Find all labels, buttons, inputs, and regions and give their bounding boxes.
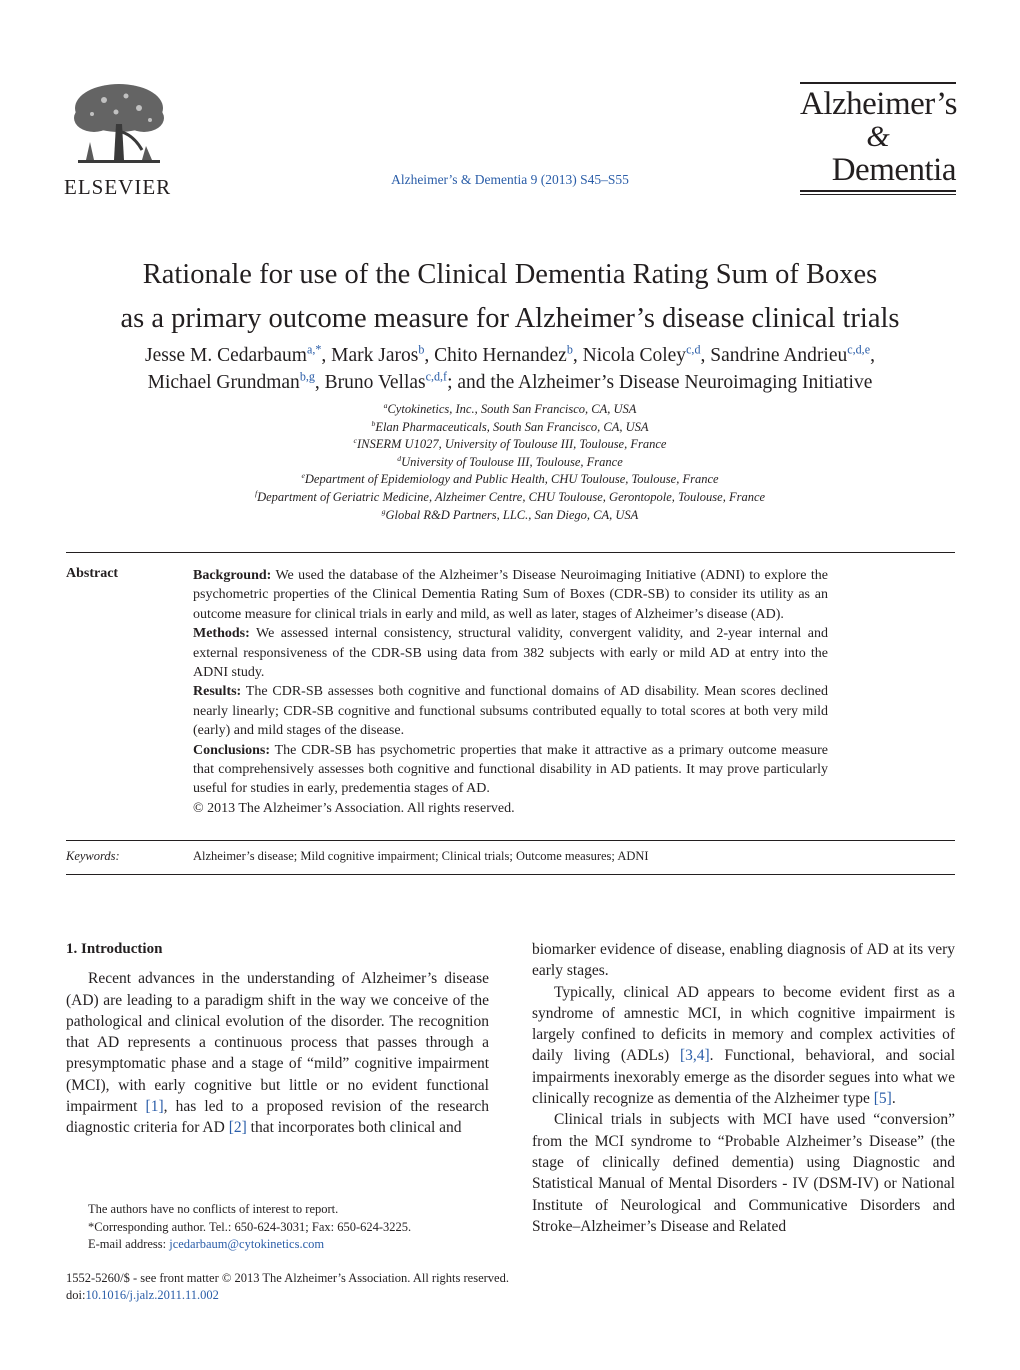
paragraph-text: . Functional, behavioral, and social impairments inexorably emerge as the disorder segues into what we clinically recognize as dementia of the Alzheimer type (532, 1047, 955, 1108)
left-column (66, 939, 489, 1139)
author-name: Bruno Vellas (324, 372, 426, 393)
publisher-name: ELSEVIER (64, 175, 172, 199)
paragraph-text: Typically, clinical AD appears to become evident first as a syndrome of amnestic MCI, in which cognitive impairment is largely confined to deficits in memory and complex activities of daily living (ADLs) (532, 983, 955, 1065)
author-affiliation-sup[interactable]: b,g (299, 369, 315, 384)
affiliation-text: INSERM U1027, University of Toulouse III, Toulouse, France (356, 437, 667, 452)
journal-logo (800, 82, 956, 195)
abstract-section-label: Methods: (193, 626, 250, 642)
journal-logo-line1: Alzheimer’s (800, 86, 958, 122)
affiliation-item (40, 471, 980, 489)
logo-rule (800, 190, 956, 192)
paragraph-text: that incorporates both clinical and (246, 1119, 462, 1137)
abstract-results (193, 682, 828, 740)
abstract-conclusions (193, 741, 828, 799)
author-separator: , (700, 345, 711, 366)
author-separator: , (870, 345, 875, 366)
title-line-2: as a primary outcome measure for Alzheimer’s disease clinical trials (120, 303, 900, 334)
author-line-2 (40, 369, 980, 396)
front-matter-footer (66, 1270, 666, 1304)
abstract-keywords-rule (66, 840, 955, 841)
reference-link[interactable]: [3,4] (679, 1047, 710, 1065)
journal-logo-ampersand: & (866, 120, 890, 153)
doi-line (66, 1287, 666, 1304)
affiliation-text: Department of Geriatric Medicine, Alzheimer Centre, CHU Toulouse, Gerontopole, Toulouse, France (257, 489, 766, 504)
author-affiliation-sup[interactable]: c,d (686, 342, 701, 357)
affiliation-item (40, 401, 980, 419)
affiliation-item (40, 507, 980, 525)
affiliation-item (40, 419, 980, 437)
abstract-body (193, 566, 828, 818)
abstract-section-label: Background: (193, 568, 272, 583)
author-separator: , (572, 345, 583, 366)
affiliation-item (40, 436, 980, 454)
article-title (40, 253, 980, 341)
doi-link[interactable]: 10.1016/j.jalz.2011.11.002 (85, 1288, 219, 1302)
affiliation-item (40, 489, 980, 507)
email-link[interactable]: jcedarbaum@cytokinetics.com (169, 1237, 325, 1251)
author-name: Mark Jaros (331, 345, 419, 366)
issn-line: 1552-5260/$ - see front matter © 2013 The Alzheimer’s Association. All rights reserved. (66, 1271, 509, 1285)
abstract-section-text: We used the database of the Alzheimer’s Disease Neuroimaging Initiative (ADNI) to explore the psychometric properties of the Clinical Dementia Rating Sum of Boxes (CDR-SB) to consider its utility as an outcome measure for clinical trials in early and mild, as well as later, stages of Alzheimer’s disease (AD). (193, 568, 828, 622)
author-name: Sandrine Andrieu (710, 345, 848, 366)
abstract-background (193, 566, 828, 624)
keywords-label: Keywords: (66, 849, 120, 863)
intro-paragraph-3: Clinical trials in subjects with MCI have used “conversion” from the MCI syndrome to “Probable Alzheimer’s Disease” (the stage of clinically defined dementia) using Diagnostic and Statistical Manual of Mental Disorders - IV (DSM-IV) or National Institute of Neurological and Communicative Disorders and Stroke–Alzheimer’s Disease and Related (532, 1111, 955, 1235)
author-name: Michael Grundman (147, 372, 300, 393)
elsevier-logo (64, 80, 174, 177)
author-affiliation-sup[interactable]: c,d,f (425, 369, 448, 384)
author-affiliation-sup[interactable]: b (566, 342, 573, 357)
affiliation-text: Global R&D Partners, LLC., San Diego, CA, USA (385, 507, 639, 522)
reference-link[interactable]: [1] (145, 1098, 164, 1116)
abstract-top-rule (66, 552, 955, 553)
abstract-copyright: © 2013 The Alzheimer’s Association. All rights reserved. (193, 800, 515, 816)
reference-link[interactable]: [2] (228, 1119, 247, 1137)
title-line-1: Rationale for use of the Clinical Dementia Rating Sum of Boxes (142, 259, 878, 290)
abstract-section-label: Conclusions: (193, 742, 271, 758)
footnotes (66, 1201, 489, 1254)
author-list (40, 342, 980, 396)
author-separator: , (321, 345, 332, 366)
paragraph-text: . (891, 1090, 896, 1108)
affiliation-sup: d (397, 453, 402, 463)
paragraph-text: Recent advances in the understanding of Alzheimer’s disease (AD) are leading to a paradigm shift in the way we conceive of the pathological and clinical evolution of the disorder. The recognition that AD represents a continuous process that passes through a presymptomatic phase and a stage of “mild” cognitive impairment (MCI), with early cognitive but little or no evident functional impairment (66, 970, 489, 1116)
email-label: E-mail address: (88, 1237, 170, 1251)
affiliation-text: University of Toulouse III, Toulouse, France (401, 454, 623, 469)
section-heading-introduction: 1. Introduction (66, 941, 163, 957)
affiliation-list (40, 401, 980, 524)
author-affiliation-sup[interactable]: b (418, 342, 425, 357)
doi-label: doi: (66, 1288, 86, 1302)
author-affiliation-sup[interactable]: a,* (306, 342, 322, 357)
author-separator: , (314, 372, 325, 393)
logo-rule (800, 82, 956, 84)
right-column (532, 939, 955, 1237)
intro-paragraph-2 (532, 982, 955, 1110)
abstract-bottom-rule (66, 874, 955, 875)
abstract-section-text: We assessed internal consistency, structural validity, convergent validity, and 2-year internal and external responsiveness of the CDR-SB using data from 382 subjects with early or mild AD at entry into the ADNI study. (193, 626, 828, 681)
reference-link[interactable]: [5] (873, 1090, 892, 1108)
abstract-section-text: The CDR-SB assesses both cognitive and functional domains of AD disability. Mean scores declined nearly linearly; CDR-SB cognitive and functional subsums contributed equally to total scores at both very mild (early) and mild stages of the disease. (193, 684, 829, 739)
affiliation-text: Cytokinetics, Inc., South San Francisco, CA, USA (387, 402, 637, 416)
keywords-text: Alzheimer’s disease; Mild cognitive impairment; Clinical trials; Outcome measures; ADNI (193, 849, 649, 863)
author-separator: , (424, 345, 435, 366)
affiliation-sup: a (383, 401, 388, 411)
affiliation-sup: g (381, 506, 386, 516)
author-separator: ; and the Alzheimer’s Disease Neuroimaging Initiative (447, 372, 873, 393)
logo-rule (800, 194, 956, 195)
affiliation-text: Elan Pharmaceuticals, South San Francisco, CA, USA (375, 419, 649, 434)
footnote-email (66, 1236, 489, 1254)
abstract-label: Abstract (66, 566, 119, 581)
elsevier-tree-icon (64, 80, 174, 172)
paragraph-text: , has led to a proposed revision of the research diagnostic criteria for AD (66, 1098, 490, 1137)
affiliation-sup: e (301, 471, 305, 481)
journal-citation[interactable]: Alzheimer’s & Dementia 9 (2013) S45–S55 (391, 172, 629, 187)
abstract-section-text: The CDR-SB has psychometric properties that make it attractive as a primary outcome measure that comprehensively assesses both cognitive and functional disability in AD patients. It may prove particularly useful for studies in early, predementia stages of AD. (193, 742, 828, 797)
affiliation-item (40, 454, 980, 472)
author-name: Jesse M. Cedarbaum (145, 345, 307, 366)
abstract-section-label: Results: (193, 684, 242, 700)
author-affiliation-sup[interactable]: c,d,e (847, 342, 871, 357)
affiliation-text: Department of Epidemiology and Public Health, CHU Toulouse, Toulouse, France (304, 472, 719, 487)
intro-paragraph-1 (66, 968, 489, 1138)
journal-logo-line3: Dementia (831, 152, 956, 188)
intro-paragraph-continued: biomarker evidence of disease, enabling diagnosis of AD at its very early stages. (532, 941, 955, 980)
abstract-methods (193, 624, 828, 682)
footnote-corresponding: *Corresponding author. Tel.: 650-624-3031; Fax: 650-624-3225. (88, 1219, 412, 1234)
affiliation-sup: f (254, 489, 258, 499)
author-name: Chito Hernandez (434, 345, 567, 366)
footnote-conflicts: The authors have no conflicts of interest to report. (88, 1202, 339, 1216)
author-line-1 (40, 342, 980, 369)
affiliation-sup: c (353, 436, 357, 446)
affiliation-sup: b (371, 418, 376, 428)
author-name: Nicola Coley (582, 345, 687, 366)
